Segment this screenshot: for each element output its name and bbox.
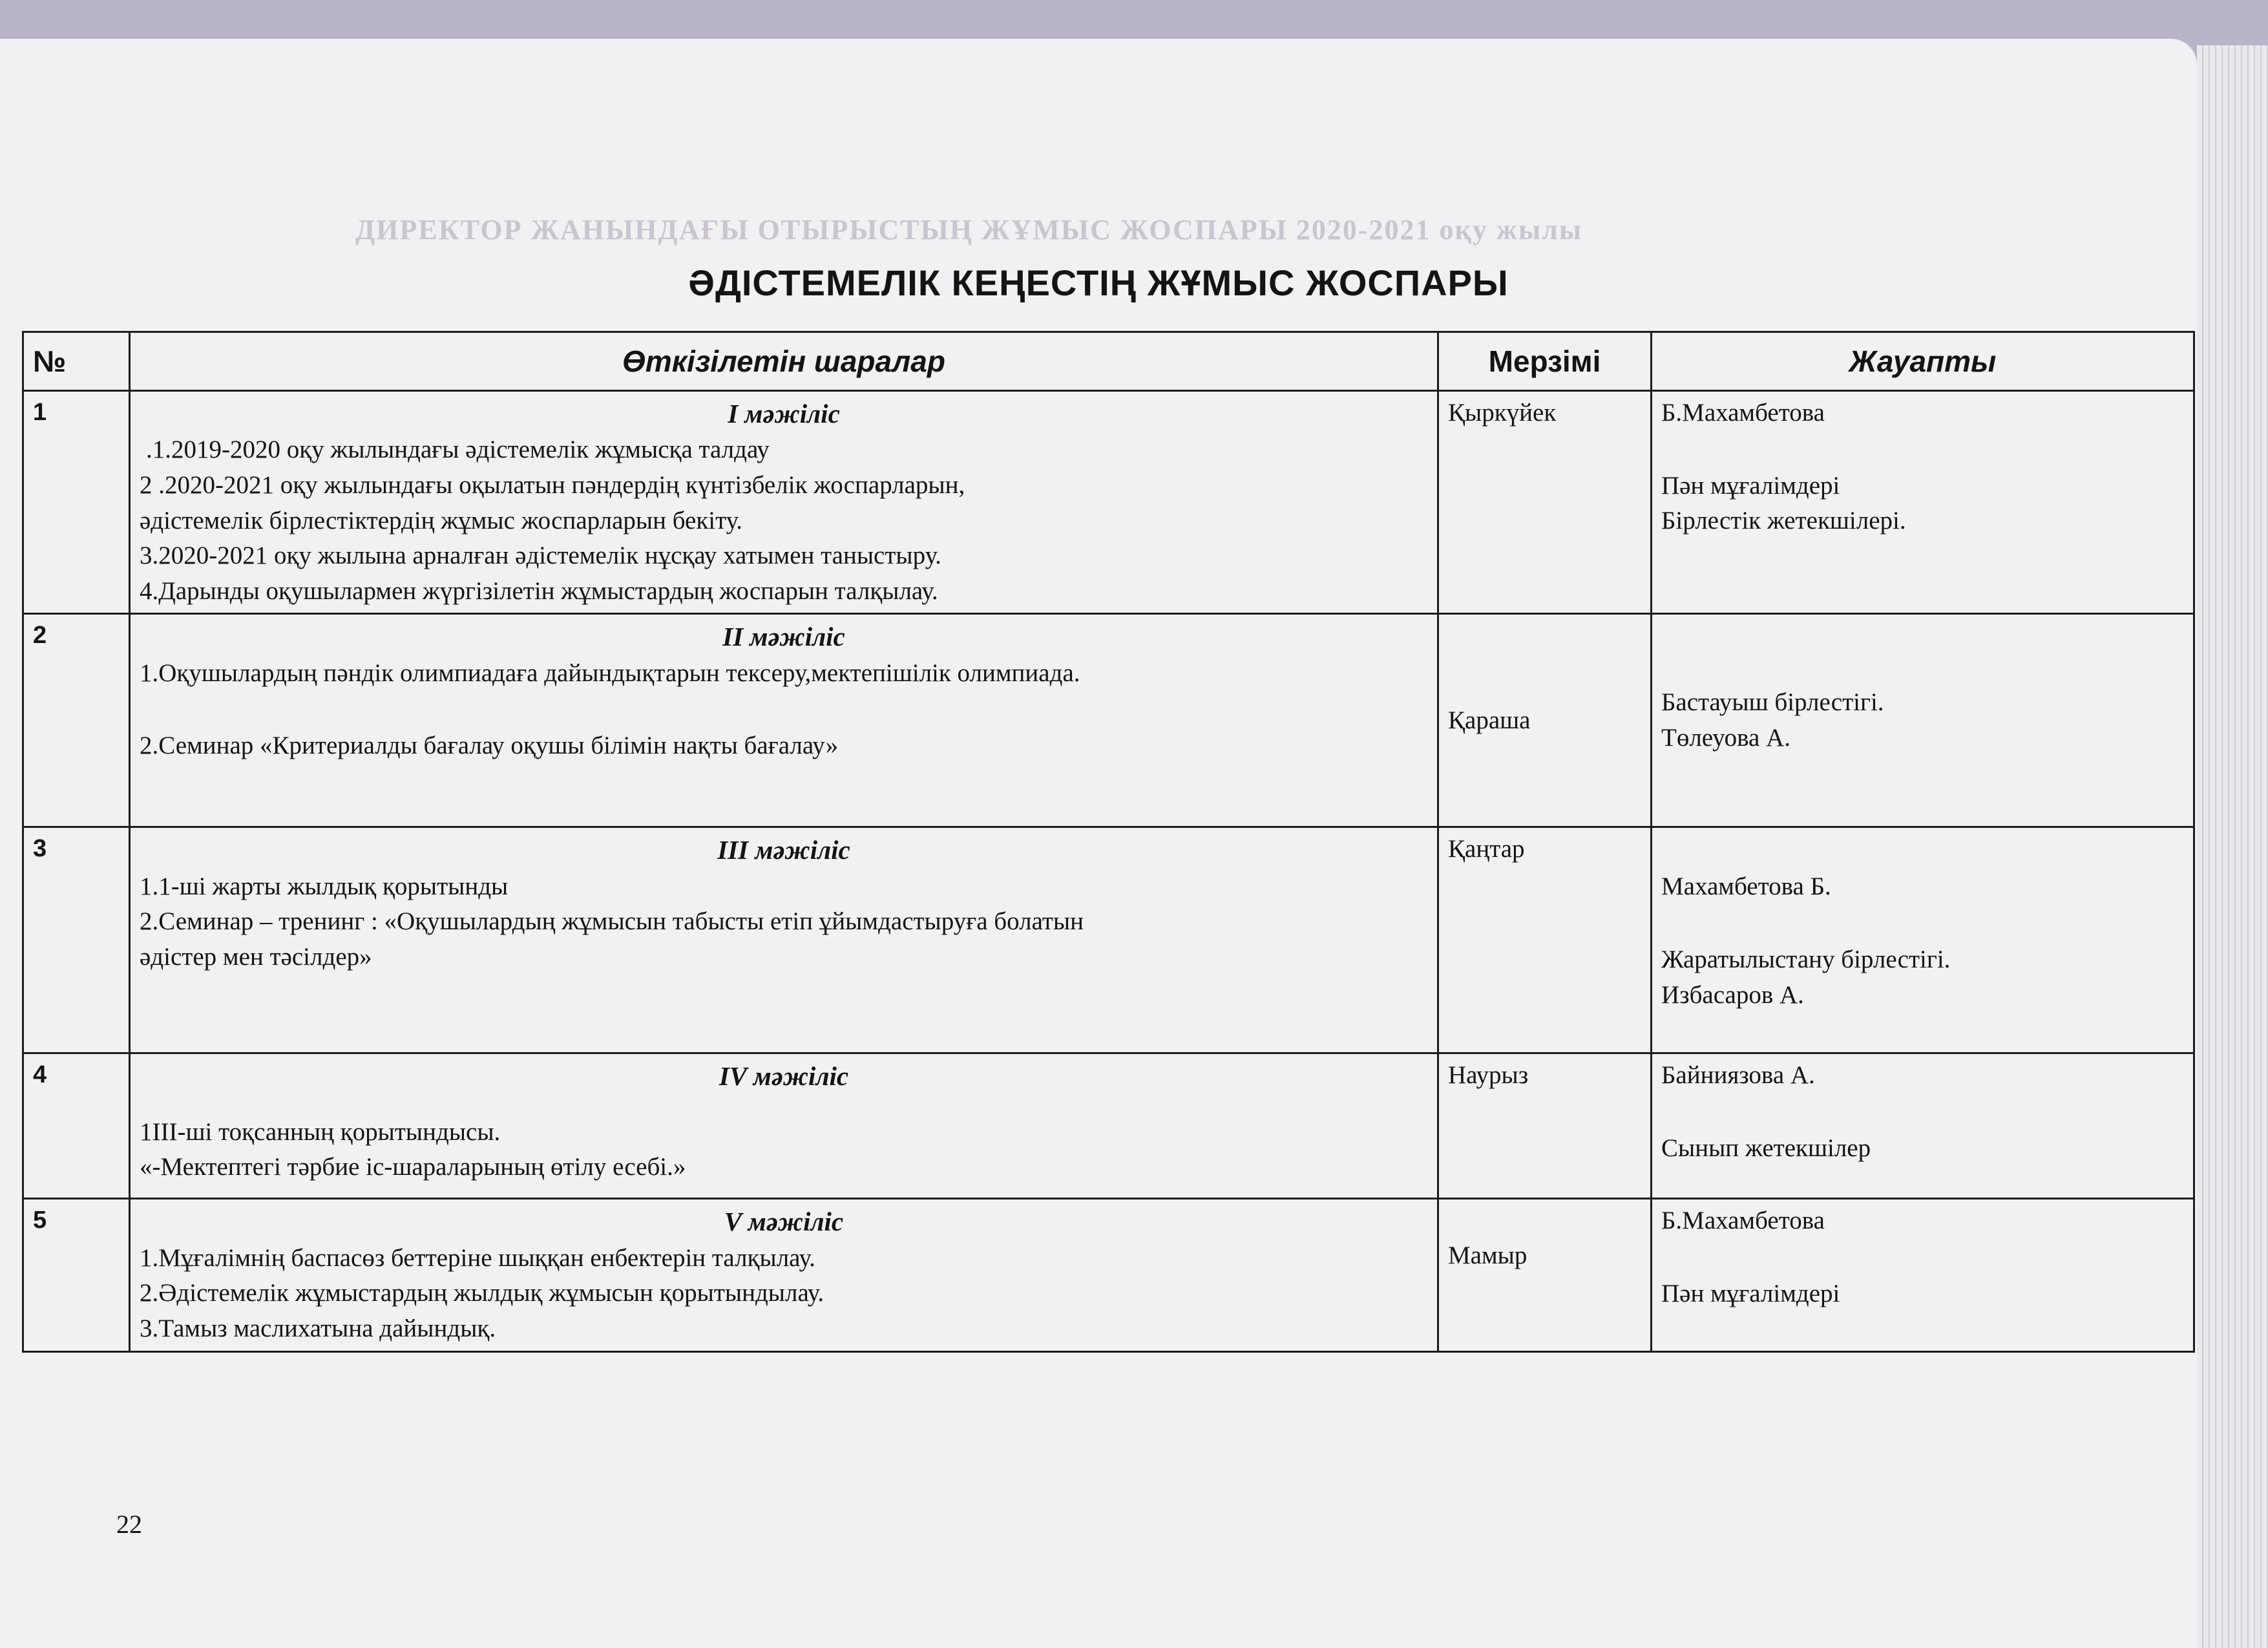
work-plan-table [22, 331, 2195, 1353]
row-events [130, 614, 1438, 827]
page-number: 22 [116, 1510, 142, 1539]
document-title: ӘДІСТЕМЕЛІК КЕҢЕСТІҢ ЖҰМЫС ЖОСПАРЫ [688, 262, 1509, 303]
header-responsible: Жауапты [1652, 332, 2194, 391]
row-number: 5 [23, 1199, 130, 1351]
meeting-title: І мәжіліс [728, 399, 840, 428]
row-number: 4 [23, 1053, 130, 1199]
responsible-person: Пән мұғалімдері [1661, 1279, 1840, 1307]
row-deadline: Мамыр [1438, 1199, 1652, 1351]
table-row [23, 1053, 2194, 1199]
table-row [23, 391, 2194, 614]
row-responsible [1652, 1053, 2194, 1199]
row-responsible [1652, 614, 2194, 827]
event-item: 2.Семинар – тренинг : «Оқушылардың жұмысын табысты етіп ұйымдастыруға болатын [140, 907, 1084, 936]
meeting-title: ІІІ мәжіліс [717, 835, 850, 865]
row-deadline: Қараша [1438, 614, 1652, 827]
row-deadline: Наурыз [1438, 1053, 1652, 1199]
row-responsible [1652, 391, 2194, 614]
row-number: 1 [23, 391, 130, 614]
event-item: 3.Тамыз маслихатына дайындық. [140, 1314, 496, 1342]
event-item: 2.Әдістемелік жұмыстардың жылдық жұмысын қорытындылау. [140, 1279, 824, 1307]
stacked-page-edges [2197, 45, 2268, 1648]
header-number: № [23, 332, 130, 391]
row-number: 3 [23, 827, 130, 1053]
event-item: 4.Дарынды оқушылармен жүргізілетін жұмыстардың жоспарын талқылау. [140, 576, 938, 605]
responsible-person: Байниязова А. [1661, 1061, 1815, 1090]
table-header-row [23, 332, 2194, 391]
meeting-title: ІV мәжіліс [719, 1061, 849, 1092]
row-deadline: Қаңтар [1438, 827, 1652, 1053]
table-row [23, 614, 2194, 827]
header-deadline: Мерзімі [1438, 332, 1652, 391]
meeting-title: V мәжіліс [724, 1207, 844, 1237]
row-events [130, 1053, 1438, 1199]
row-responsible [1652, 827, 2194, 1053]
responsible-person: Избасаров А. [1661, 980, 1804, 1009]
event-item: 3.2020-2021 оқу жылына арналған әдістемелік нұсқау хатымен таныстыру. [140, 542, 941, 570]
row-events [130, 1199, 1438, 1351]
responsible-person: Махамбетова Б. [1661, 872, 1831, 901]
responsible-person: Бастауыш бірлестігі. [1661, 688, 1884, 717]
row-events [130, 827, 1438, 1053]
row-responsible [1652, 1199, 2194, 1351]
responsible-person: Б.Махамбетова [1661, 399, 1825, 427]
header-events: Өткізілетін шаралар [130, 332, 1438, 391]
responsible-person: Сынып жетекшілер [1661, 1134, 1871, 1162]
event-item: «-Мектептегі тәрбие іс-шараларының өтілу есебі.» [140, 1153, 686, 1181]
responsible-person: Бірлестік жетекшілері. [1661, 507, 1906, 535]
row-deadline: Қыркүйек [1438, 391, 1652, 614]
responsible-person: Жаратылыстану бірлестігі. [1661, 945, 1951, 973]
meeting-title: ІІ мәжіліс [722, 622, 845, 652]
event-item: 1.1-ші жарты жылдық қорытынды [140, 872, 509, 900]
row-number: 2 [23, 614, 130, 827]
row-events [130, 391, 1438, 614]
event-item: әдістемелік бірлестіктердің жұмыс жоспарларын бекіту. [140, 506, 743, 534]
event-item: 1.Оқушылардың пәндік олимпиадаға дайындықтарын тексеру,мектепішілік олимпиада. [140, 659, 1080, 687]
event-item: 2.Семинар «Критериалды бағалау оқушы білімін нақты бағалау» [140, 732, 839, 760]
responsible-person: Төлеуова А. [1661, 723, 1791, 752]
event-item: .1.2019-2020 оқу жылындағы әдістемелік жұмысқа талдау [146, 436, 770, 464]
table-row [23, 827, 2194, 1053]
responsible-person: Пән мұғалімдері [1661, 471, 1840, 500]
table-row [23, 1199, 2194, 1351]
responsible-person: Б.Махамбетова [1661, 1207, 1825, 1235]
event-item: 1.Мұғалімнің баспасөз беттеріне шыққан енбектерін талқылау. [140, 1243, 815, 1272]
show-through-heading: ДИРЕКТОР ЖАНЫНДАҒЫ ОТЫРЫСТЫҢ ЖҰМЫС ЖОСПАРЫ 2020-2021 оқу жылы [355, 214, 1583, 246]
event-item: әдістер мен тәсілдер» [140, 942, 372, 971]
event-item: 2 .2020-2021 оқу жылындағы оқылатын пәндердің күнтізбелік жоспарларын, [140, 470, 965, 499]
event-item: 1ІІІ-ші тоқсанның қорытындысы. [140, 1117, 501, 1146]
